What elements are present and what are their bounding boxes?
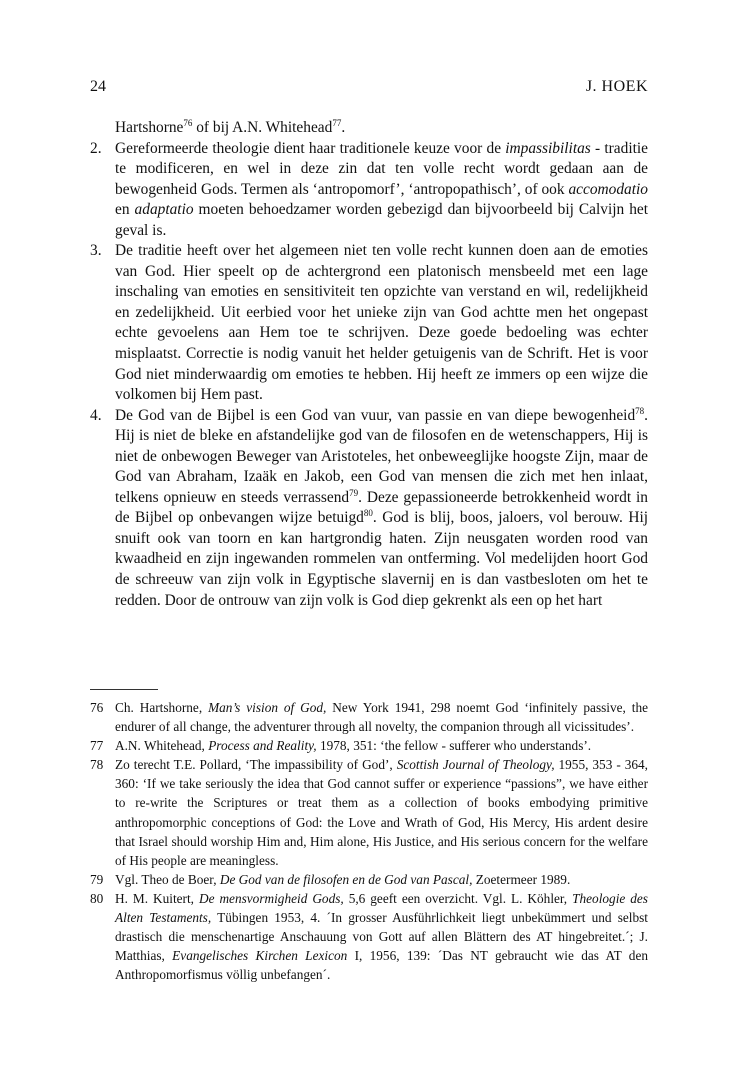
item-number: 3. [90, 242, 102, 260]
list-item: 2. Gereformeerde theologie dient haar traditionele keuze voor de impassibilitas - traditie te modificeren, en wel in deze zin dat ten volle recht wordt gedaan aan de bewogenheid Gods. Termen als ‘antropomorf’, ‘antropopathisch’, of ook accomodatio en adaptatio moeten behoedzamer worden gebezigd dan bijvoorbeeld bij Calvijn het geval is. [90, 139, 649, 239]
footnote-ref[interactable]: 79 [349, 487, 359, 498]
footnote-number: 79 [90, 871, 104, 887]
list-item: 4. De God van de Bijbel is een God van vuur, van passie en van diepe bewogenheid$^{78}$. Hij is niet de bleke en afstandelijke god van de filosofen en de wetenschappers, Hij is niet de onbewogen Beweger van Aristoteles, het onbeweeglijke hoogste Zijn, maar de God van Abraham, Izaäk en Jakob, een God van mensen die zich met hen inlaat, telkens opnieuw en steeds verrassend$^{79}$. Deze gepassioneerde betrokkenheid wordt in de Bijbel op onbevangen wijze betuigd$^{80}$. God is blij, boos, jaloers, vol berouw. Hij snuift ook van toorn en kan hartgrondig haten. Zijn neusgaten worden rood van kwaadheid en zijn ingewanden rommelen van ontferming. Vol medelijden hoort God de schreeuw van zijn volk in Egyptische slavernij en is dan vastbesloten om het te redden. Door de ontrouw van zijn volk is God diep gekrenkt als een op het hart [90, 405, 649, 609]
footnote-number: 76 [90, 700, 104, 715]
footnote: 78 Zo terecht T.E. Pollard, ‘The impassibility of God’, Scottish Journal of Theology, 1955, 353 - 364, 360: ‘If we take seriously the idea that God cannot suffer or experience “passions”, we have either to re-write the Scriptures or treat them as a collection of books embodying primitive anthropomorphic conceptions of God: the Love and Wrath of God, His Mercy, His ardent desire that Israel should worship Him and, Him alone, His Justice, and His serious concern for the welfare of His people are meaningless. [90, 757, 649, 868]
item-number: 2. [90, 139, 102, 157]
footnote-ref[interactable]: 76 [183, 117, 193, 128]
main-text [90, 118, 648, 611]
item-number: 4. [90, 406, 102, 424]
page-header [90, 78, 648, 102]
continuation-line: Hartshorne$^{76}$ of bij A.N. Whitehead$^{77}$. [115, 117, 346, 136]
list-item: 3. De traditie heeft over het algemeen niet ten volle recht kunnen doen aan de emoties van God. Hier speelt op de achtergrond een platonisch mensbeeld met een lage inschaling van emoties en sensitiviteit ten opzichte van verstand en wil, redelijkheid en zedelijkheid. Uit eerbied voor het unieke zijn van God achtte men het ongepast echte gevoelens aan Hem toe te schrijven. Deze goede bedoeling was echter misplaatst. Correctie is nodig vanuit het helder getuigenis van de Schrift. Het is voor God niet minderwaardig om emoties te hebben. Hij heeft ze immers op een wijze die volkomen bij Hem past. [90, 242, 648, 404]
footnote: 77 A.N. Whitehead, Process and Reality, 1978, 351: ‘the fellow - sufferer who understands’. [90, 736, 648, 755]
page-number: 24 [90, 78, 106, 95]
footnote: 76 Ch. Hartshorne, Man’s vision of God, New York 1941, 298 noemt God ‘infinitely passive, the endurer of all change, the adventurer through all novelty, the companion through all vicissitudes’. [90, 700, 649, 735]
footnote-ref[interactable]: 77 [332, 117, 342, 128]
footnote-ref[interactable]: 78 [635, 405, 645, 416]
footnote-separator [90, 689, 158, 690]
footnotes [90, 698, 648, 984]
footnote: 80 H. M. Kuitert, De mensvormigheid Gods, 5,6 geeft een overzicht. Vgl. L. Köhler, Theologie des Alten Testaments, Tübingen 1953, 4. ´In grosser Ausführlichkeit liegt unbekümmert und selbst drastisch die menschenartige Anschauung von Gott auf allen Blättern des AT hingebreitet.´; J. Matthias, Evangelisches Kirchen Lexicon I, 1956, 139: ´Das NT gebraucht wie das AT den Anthropomorfismus völlig unbefangen´. [90, 890, 649, 983]
footnote: 79 Vgl. Theo de Boer, De God van de filosofen en de God van Pascal, Zoetermeer 1989. [90, 870, 648, 889]
running-head: J. HOEK [585, 78, 648, 95]
footnote-ref[interactable]: 80 [363, 508, 373, 519]
footnote-number: 80 [90, 890, 104, 906]
footnote-number: 77 [90, 738, 104, 754]
footnote-number: 78 [90, 757, 104, 773]
